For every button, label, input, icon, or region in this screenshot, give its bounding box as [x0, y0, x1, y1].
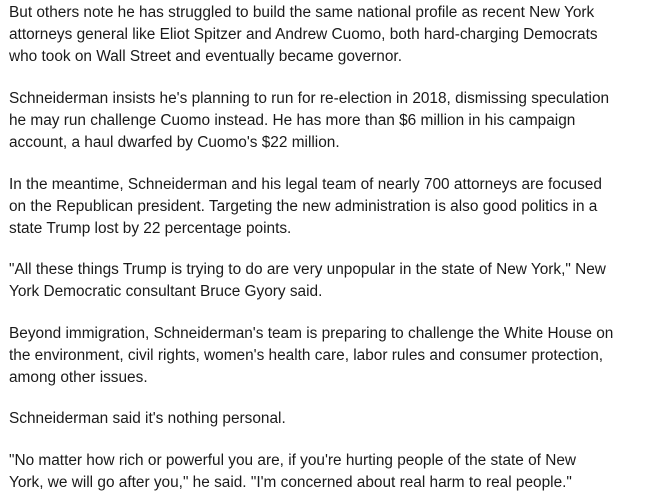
paragraph-5	[9, 323, 654, 389]
paragraph-line: "All these things Trump is trying to do are very unpopular in the state of New York," New	[9, 261, 606, 278]
paragraph-line: But others note he has struggled to build the same national profile as recent New York	[9, 4, 595, 21]
paragraph-line: Schneiderman insists he's planning to run for re-election in 2018, dismissing speculation	[9, 90, 610, 107]
paragraph-line: who took on Wall Street and eventually became governor.	[9, 48, 402, 65]
paragraph-7	[9, 450, 654, 494]
paragraph-line: In the meantime, Schneiderman and his legal team of nearly 700 attorneys are focused	[9, 176, 602, 193]
paragraph-3	[9, 174, 654, 240]
paragraph-line: state Trump lost by 22 percentage points.	[9, 220, 292, 237]
paragraph-line: account, a haul dwarfed by Cuomo's $22 million.	[9, 134, 340, 151]
paragraph-line: among other issues.	[9, 369, 148, 386]
paragraph-line: attorneys general like Eliot Spitzer and Andrew Cuomo, both hard-charging Democrats	[9, 26, 598, 43]
paragraph-line: on the Republican president. Targeting the new administration is also good politics in a	[9, 198, 598, 215]
paragraph-line: Schneiderman said it's nothing personal.	[9, 410, 286, 427]
paragraph-line: he may run challenge Cuomo instead. He has more than $6 million in his campaign	[9, 112, 576, 129]
paragraph-line: the environment, civil rights, women's health care, labor rules and consumer protection,	[9, 347, 604, 364]
paragraph-6	[9, 408, 654, 430]
paragraph-line: Beyond immigration, Schneiderman's team is preparing to challenge the White House on	[9, 325, 614, 342]
paragraph-line: York, we will go after you," he said. "I'm concerned about real harm to real people."	[9, 474, 572, 491]
paragraph-line: York Democratic consultant Bruce Gyory said.	[9, 283, 323, 300]
paragraph-4	[9, 259, 654, 303]
paragraph-1	[9, 2, 654, 68]
paragraph-2	[9, 88, 654, 154]
paragraph-line: "No matter how rich or powerful you are, if you're hurting people of the state of New	[9, 452, 577, 469]
